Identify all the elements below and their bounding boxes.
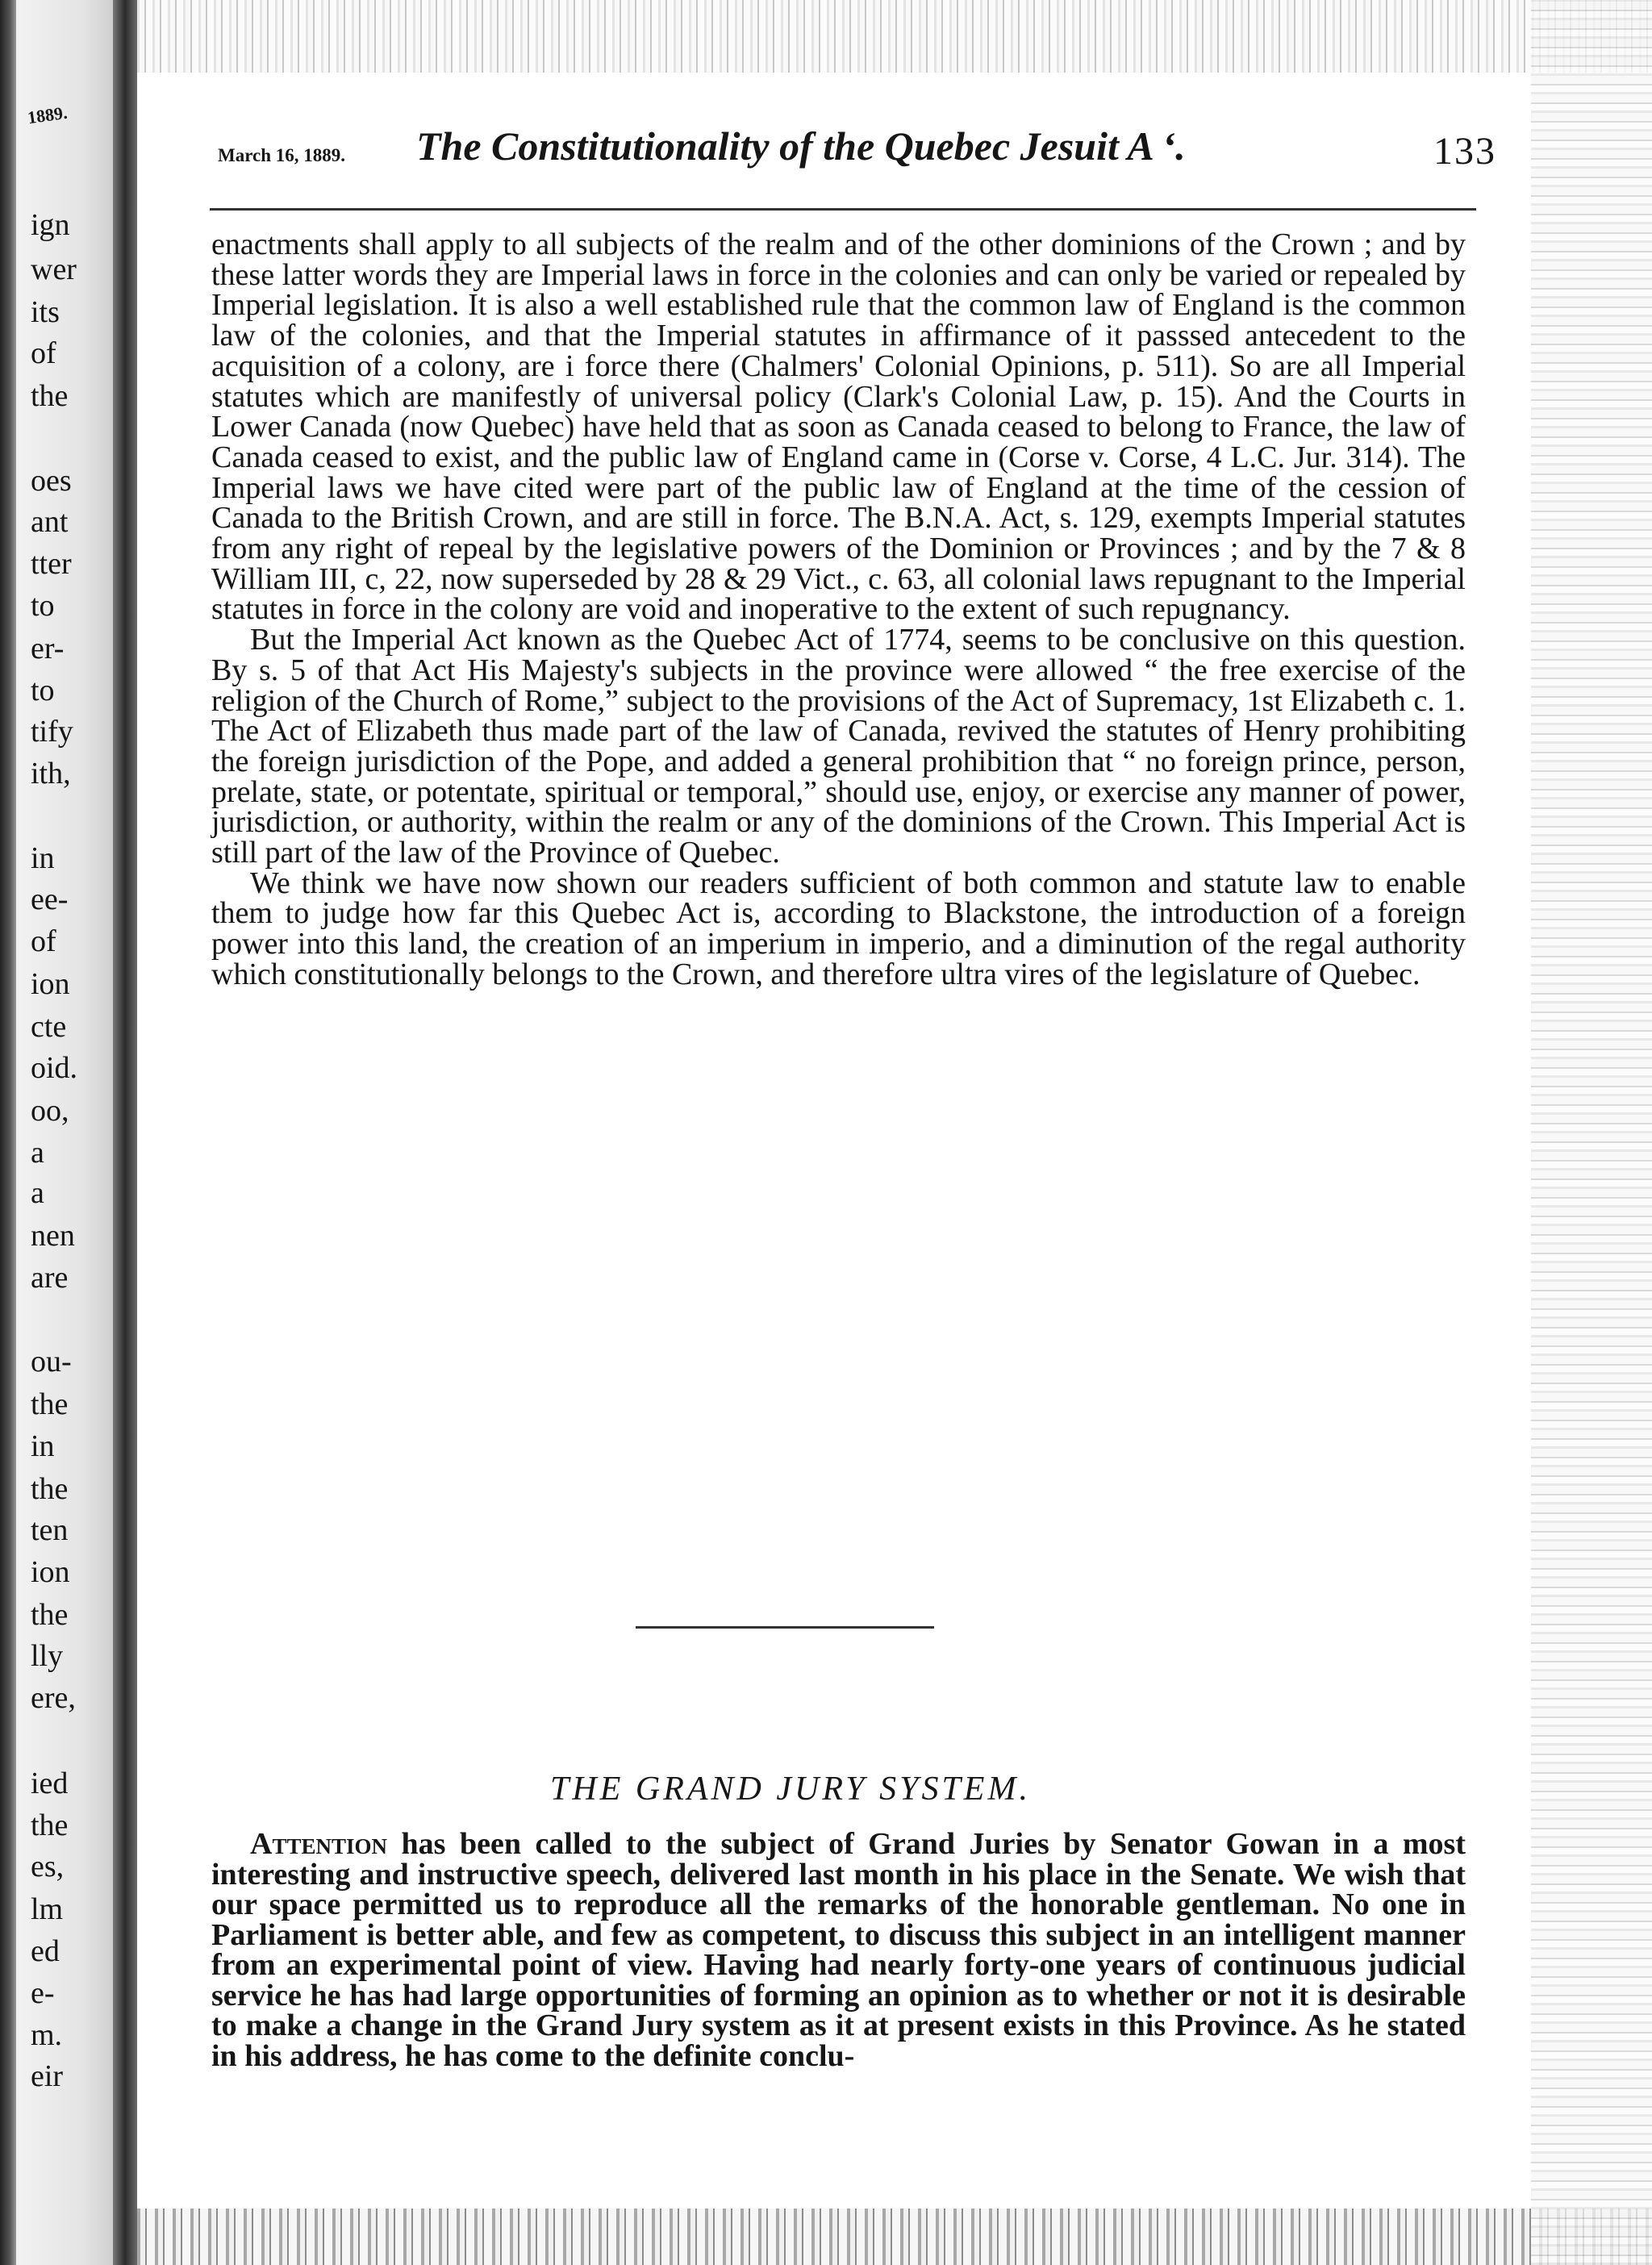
facing-page-fragment: in — [31, 1429, 55, 1463]
facing-page-fragment: ere, — [31, 1681, 76, 1715]
facing-page-fragment: are — [31, 1261, 69, 1295]
facing-page-fragment: the — [31, 1387, 69, 1421]
article-paragraph-2: But the Imperial Act known as the Quebec Act of 1774, seems to be conclusive on this question. By s. 5 of that Act His Majesty's subjects in the province were allowed “ the free exercise of the religion of the Church of Rome,” subject to the provisions of the Act of Supremacy, 1st Elizabeth c. 1. The Act of Elizabeth thus made part of the law of Canada, revived the statutes of Henry prohibiting the foreign jurisdiction of the Pope, and added a general prohibition that “ no foreign prince, person, prelate, state, or potentate, spiritual or temporal,” should use, enjoy, or exercise any manner of power, jurisdiction, or authority, within the realm or any of the dominions of the Crown. This Imperial Act is still part of the law of the Province of Quebec. — [211, 623, 1466, 870]
lead-word: Attention — [250, 1827, 387, 1861]
binding-gutter — [113, 0, 137, 2265]
facing-page-fragment: in — [31, 841, 55, 875]
facing-page-fragment: e- — [31, 1976, 55, 2010]
facing-page-fragment: a — [31, 1176, 44, 1210]
facing-page-fragment: a — [31, 1136, 44, 1170]
facing-page-fragment: eir — [31, 2059, 64, 2093]
issue-date: March 16, 1889. — [218, 145, 346, 165]
facing-page-fragment: its — [31, 295, 60, 329]
section-paragraph — [211, 1829, 1466, 2071]
facing-page-fragment: ied — [31, 1767, 69, 1800]
facing-page-fragment: to — [31, 589, 55, 623]
facing-page-fragment: lly — [31, 1639, 64, 1673]
facing-page-fragment: m. — [31, 2018, 63, 2052]
header-rule — [210, 208, 1476, 211]
facing-page-fragment: tter — [31, 547, 72, 581]
scan-noise-top — [137, 0, 1652, 73]
facing-page-fragment: of — [31, 336, 56, 370]
section-separator-rule — [636, 1626, 934, 1629]
running-header — [194, 105, 1496, 177]
facing-page-fragment: the — [31, 379, 69, 413]
facing-page-fragment: ion — [31, 1555, 70, 1589]
facing-page-running-head: 1889. — [26, 102, 69, 128]
section-body — [211, 1829, 1466, 2071]
facing-page-fragment: the — [31, 1598, 69, 1632]
facing-page-fragment: ign — [31, 208, 70, 242]
facing-page-fragment: to — [31, 674, 55, 707]
facing-page-fragment: ith, — [31, 757, 71, 790]
facing-page-fragment: ion — [31, 967, 70, 1001]
facing-page-fragment: lm — [31, 1892, 64, 1926]
running-title: The Constitutionality of the Quebec Jesuit A ʻ. — [416, 123, 1186, 169]
scan-noise-bottom — [137, 2209, 1652, 2265]
section-paragraph-text: has been called to the subject of Grand Juries by Senator Gowan in a most interesting and instructive speech, delivered last month in his place in the Senate. We wish that our space permitted us to reproduce all the remarks of the honorable gentleman. No one in Parliament is better able, and few as competent, to discuss this subject in an intelligent manner from an experimental point of view. Having had nearly forty-one years of continuous judicial service he has had large opportunities of forming an opinion as to whether or not it is desirable to make a change in the Grand Jury system as it at present exists in this Province. As he stated in his address, he has come to the definite conclu- — [211, 1827, 1466, 2073]
facing-page-fragment: oid. — [31, 1051, 78, 1085]
page-number: 133 — [1433, 130, 1496, 173]
article-body — [211, 227, 1466, 991]
facing-page-fragment: er- — [31, 632, 65, 665]
facing-page-fragment: ee- — [31, 882, 69, 916]
facing-page-fragment: the — [31, 1808, 69, 1842]
scanner-edge — [0, 0, 16, 2265]
facing-page-fragment: wer — [31, 252, 77, 286]
facing-page-fragment: the — [31, 1472, 69, 1506]
journal-page — [194, 105, 1496, 2073]
facing-page-fragment: ed — [31, 1934, 60, 1968]
article-paragraph-3: We think we have now shown our readers sufficient of both common and statute law to enable them to judge how far this Quebec Act is, according to Blackstone, the introduction of a foreign power into this land, the creation of an imperium in imperio, and a diminution of the regal authority which constitutionally belongs to the Crown, and therefore ultra vires of the legislature of Quebec. — [211, 866, 1466, 991]
facing-page-margin — [16, 0, 113, 2265]
article-paragraph-1: enactments shall apply to all subjects of the realm and of the other dominions of the Crown ; and by these latter words they are Imperial laws in force in the colonies and can only be varied or repealed by Imperial legislation. It is also a well established rule that the common law of England is the common law of the colonies, and that the Imperial statutes in affirmance of it passsed antecedent to the acquisition of a colony, are i force there (Chalmers' Colonial Opinions, p. 511). So are all Imperial statutes which are manifestly of universal policy (Clark's Colonial Law, p. 15). And the Courts in Lower Canada (now Quebec) have held that as soon as Canada ceased to belong to France, the law of Canada ceased to exist, and the public law of England came in (Corse v. Corse, 4 L.C. Jur. 314). The Imperial laws we have cited were part of the public law of England at the time of the cession of Canada to the British Crown, and are still in force. The B.N.A. Act, s. 129, exempts Imperial statutes from any right of repeal by the legislative powers of the Dominion or Provinces ; and by the 7 & 8 William III, c, 22, now superseded by 28 & 29 Vict., c. 63, all colonial laws repugnant to the Imperial statutes in force in the colony are void and inoperative to the extent of such repugnancy. — [211, 227, 1466, 627]
scan-noise-right — [1531, 0, 1652, 2265]
facing-page-fragment: cte — [31, 1010, 67, 1044]
facing-page-fragment: ou- — [31, 1345, 72, 1379]
facing-page-fragment: es, — [31, 1850, 65, 1883]
facing-page-fragment: oes — [31, 464, 72, 498]
facing-page-fragment: nen — [31, 1219, 75, 1253]
facing-page-fragment: ten — [31, 1513, 69, 1547]
facing-page-fragment: of — [31, 924, 56, 958]
facing-page-fragment: tify — [31, 715, 73, 749]
section-title: THE GRAND JURY SYSTEM. — [550, 1771, 1031, 1808]
facing-page-fragment: oo, — [31, 1094, 69, 1128]
facing-page-fragment: ant — [31, 505, 69, 539]
